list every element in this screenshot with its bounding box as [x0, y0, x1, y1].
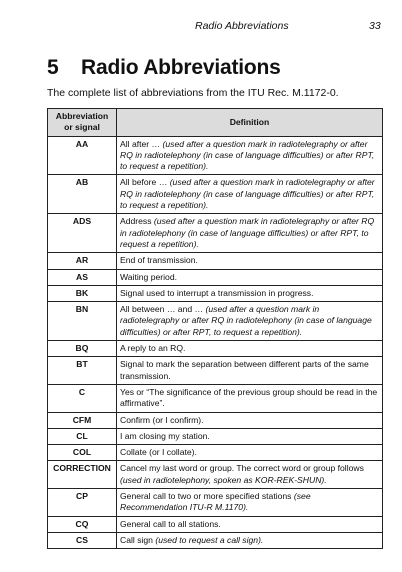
- table-row: [48, 341, 383, 357]
- definition-note: (used after a question mark in radiotelegraphy or after RQ in radiotelephony (in case of language difficulties) or after RPT, to request a repetition).: [120, 304, 372, 337]
- definition-cell: [117, 357, 383, 385]
- definition-text: Waiting period.: [120, 271, 178, 282]
- table-row: [48, 253, 383, 269]
- definition-text: Signal used to interrupt a transmission in progress.: [120, 287, 314, 298]
- signal-cell: CS: [48, 532, 117, 548]
- signal-cell: ADS: [48, 214, 117, 253]
- definition-text: Address: [120, 216, 154, 227]
- table-row: [48, 516, 383, 532]
- table-row: [48, 302, 383, 341]
- definition-text: Cancel my last word or group. The correct word or group follows: [120, 463, 364, 474]
- table-header-row: [48, 109, 383, 137]
- definition-text: A reply to an RQ.: [120, 343, 186, 354]
- definition-text: Yes or “The significance of the previous group should be read in the affirmative”.: [120, 386, 378, 409]
- signal-cell: C: [48, 384, 117, 412]
- definition-text: Call sign: [120, 534, 156, 545]
- definition-cell: [117, 445, 383, 461]
- table-row: [48, 412, 383, 428]
- signal-cell: CORRECTION: [48, 461, 117, 489]
- running-head: [0, 20, 402, 34]
- table-row: [48, 489, 383, 517]
- definition-note: (used after a question mark in radiotelegraphy or after RQ in radiotelephony (in case of language difficulties) or after RPT, to request a repetition).: [120, 138, 375, 172]
- intro-paragraph: The complete list of abbreviations from the ITU Rec. M.1172-0.: [47, 87, 339, 99]
- column-header-signal: [48, 109, 117, 137]
- definition-cell: [117, 384, 383, 412]
- signal-cell: BN: [48, 302, 117, 341]
- page-number: 33: [369, 20, 381, 32]
- signal-cell: BQ: [48, 341, 117, 357]
- table-row: [48, 285, 383, 301]
- signal-cell: CQ: [48, 516, 117, 532]
- chapter-title: Radio Abbreviations: [81, 56, 281, 79]
- definition-text: General call to all stations.: [120, 518, 221, 529]
- signal-cell: AR: [48, 253, 117, 269]
- definition-text: All between … and …: [120, 304, 206, 315]
- definition-cell: [117, 269, 383, 285]
- signal-cell: CFM: [48, 412, 117, 428]
- table-row: [48, 269, 383, 285]
- definition-note: (used in radiotelephony, spoken as KOR-REK-SHUN).: [120, 474, 327, 485]
- definition-note: (used to request a call sign).: [155, 534, 264, 545]
- table-row: [48, 445, 383, 461]
- column-header-definition: Definition: [117, 109, 383, 137]
- definition-cell: [117, 253, 383, 269]
- signal-cell: AB: [48, 175, 117, 214]
- definition-text: I am closing my station.: [120, 430, 210, 441]
- signal-cell: BK: [48, 285, 117, 301]
- definition-text: General call to two or more specified stations: [120, 491, 294, 502]
- definition-cell: [117, 461, 383, 489]
- definition-text: Confirm (or I confirm).: [120, 414, 204, 425]
- definition-text: End of transmission.: [120, 255, 198, 266]
- definition-text: All before …: [120, 177, 170, 188]
- definition-note: (used after a question mark in radiotelegraphy or after RQ in radiotelephony (in case of language difficulties) or after RPT, to request a repetition).: [120, 177, 375, 211]
- running-head-title: Radio Abbreviations: [195, 20, 289, 32]
- table-row: [48, 175, 383, 214]
- table-row: [48, 136, 383, 175]
- table-body: [48, 136, 383, 549]
- signal-cell: BT: [48, 357, 117, 385]
- table-row: [48, 214, 383, 253]
- signal-cell: CP: [48, 489, 117, 517]
- definition-text: Signal to mark the separation between different parts of the same transmission.: [120, 359, 369, 381]
- table-row: [48, 428, 383, 444]
- abbreviations-table: [47, 108, 383, 549]
- definition-cell: [117, 489, 383, 517]
- definition-cell: [117, 136, 383, 175]
- signal-cell: AA: [48, 136, 117, 175]
- definition-cell: [117, 532, 383, 548]
- definition-cell: [117, 341, 383, 357]
- definition-text: Collate (or I collate).: [120, 447, 197, 458]
- definition-cell: [117, 516, 383, 532]
- definition-cell: [117, 428, 383, 444]
- definition-cell: [117, 175, 383, 214]
- signal-cell: AS: [48, 269, 117, 285]
- table-row: [48, 461, 383, 489]
- signal-cell: CL: [48, 428, 117, 444]
- table-row: [48, 357, 383, 385]
- definition-text: All after …: [120, 138, 163, 149]
- definition-cell: [117, 412, 383, 428]
- table-row: [48, 532, 383, 548]
- definition-cell: [117, 285, 383, 301]
- table-row: [48, 384, 383, 412]
- signal-cell: COL: [48, 445, 117, 461]
- definition-note: (see Recommendation ITU-R M.1170).: [120, 491, 311, 513]
- chapter-heading: [47, 56, 281, 80]
- definition-cell: [117, 302, 383, 341]
- column-header-signal-text: Abbreviation or signal: [55, 111, 109, 133]
- definition-cell: [117, 214, 383, 253]
- chapter-number: 5: [47, 56, 59, 79]
- definition-note: (used after a question mark in radiotelegraphy or after RQ in radiotelephony (in case of language difficulties) or after RPT, to request a repetition).: [120, 216, 375, 249]
